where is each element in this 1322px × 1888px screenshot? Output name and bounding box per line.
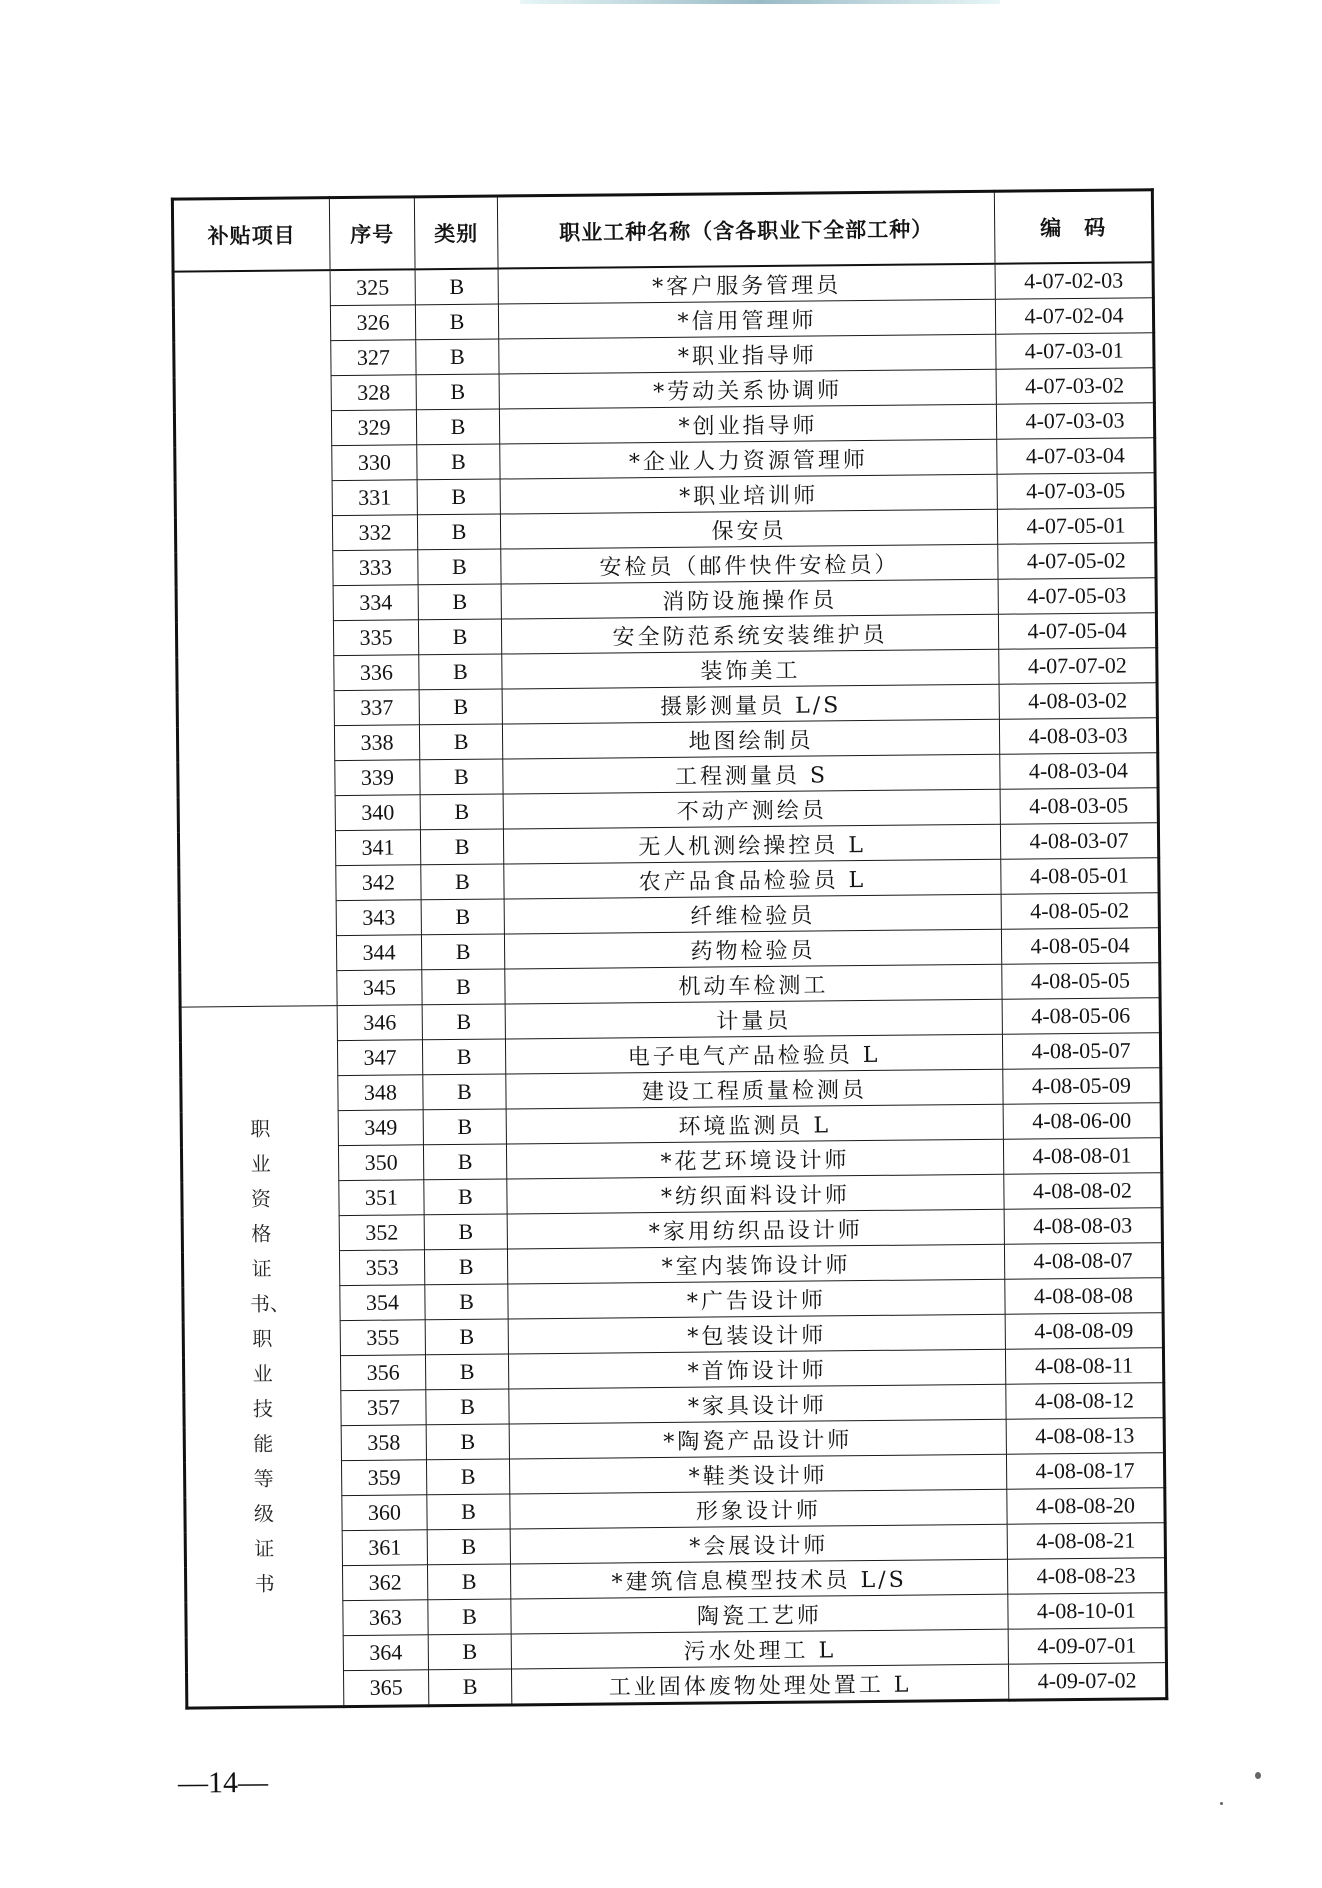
code-cell: 4-08-05-09 xyxy=(1003,1068,1161,1105)
code-cell: 4-08-08-12 xyxy=(1006,1383,1164,1420)
seq-cell: 344 xyxy=(336,935,421,971)
occupation-name-cell: *创业指导师 xyxy=(499,404,996,444)
occupation-name-cell: 工程测量员 S xyxy=(503,754,1000,794)
category-cell: B xyxy=(424,1214,507,1250)
occupation-name-cell: 摄影测量员 L/S xyxy=(502,684,999,724)
occupation-name-cell: *劳动关系协调师 xyxy=(499,369,996,409)
category-cell: B xyxy=(421,864,504,900)
code-cell: 4-08-05-06 xyxy=(1002,998,1160,1035)
seq-cell: 325 xyxy=(330,269,415,305)
code-cell: 4-08-08-17 xyxy=(1006,1453,1164,1490)
category-cell: B xyxy=(428,1669,511,1706)
code-cell: 4-08-08-07 xyxy=(1004,1243,1162,1280)
seq-cell: 352 xyxy=(339,1215,424,1251)
category-cell: B xyxy=(420,794,503,830)
code-cell: 4-08-03-05 xyxy=(1000,788,1158,825)
occupation-name-cell: *建筑信息模型技术员 L/S xyxy=(510,1559,1007,1599)
category-cell: B xyxy=(425,1284,508,1320)
occupation-name-cell: *企业人力资源管理师 xyxy=(500,439,997,479)
category-cell: B xyxy=(423,1144,506,1180)
code-cell: 4-07-05-02 xyxy=(998,543,1156,580)
seq-cell: 341 xyxy=(335,830,420,866)
occupation-name-cell: *家用纺织品设计师 xyxy=(507,1209,1004,1249)
category-cell: B xyxy=(426,1459,509,1495)
seq-cell: 329 xyxy=(331,410,416,446)
category-cell: B xyxy=(419,654,502,690)
occupation-name-cell: *信用管理师 xyxy=(498,299,995,339)
occupation-name-cell: 纤维检验员 xyxy=(504,894,1001,934)
category-cell: B xyxy=(416,374,499,410)
category-cell: B xyxy=(415,269,498,305)
seq-cell: 330 xyxy=(332,445,417,481)
seq-cell: 346 xyxy=(337,1005,422,1041)
category-cell: B xyxy=(417,444,500,480)
category-cell: B xyxy=(428,1599,511,1635)
seq-cell: 350 xyxy=(338,1145,423,1181)
occupation-name-cell: *室内装饰设计师 xyxy=(507,1244,1004,1284)
subsidy-group-cell xyxy=(173,270,337,1007)
occupation-name-cell: *首饰设计师 xyxy=(508,1349,1005,1389)
header-subsidy-item: 补贴项目 xyxy=(172,198,330,272)
category-cell: B xyxy=(428,1634,511,1670)
category-cell: B xyxy=(415,304,498,340)
occupation-name-cell: 计量员 xyxy=(505,999,1002,1039)
category-cell: B xyxy=(419,689,502,725)
seq-cell: 342 xyxy=(336,865,421,901)
seq-cell: 332 xyxy=(332,515,417,551)
occupation-table xyxy=(171,188,1168,1709)
seq-cell: 348 xyxy=(338,1075,423,1111)
code-cell: 4-08-08-03 xyxy=(1004,1208,1162,1245)
code-cell: 4-07-03-01 xyxy=(996,333,1154,370)
code-cell: 4-07-03-03 xyxy=(996,403,1154,440)
code-cell: 4-07-02-03 xyxy=(995,262,1153,299)
occupation-name-cell: *客户服务管理员 xyxy=(498,264,995,304)
code-cell: 4-08-03-02 xyxy=(999,683,1157,720)
category-cell: B xyxy=(422,969,505,1005)
seq-cell: 360 xyxy=(342,1495,427,1531)
page-number: —14— xyxy=(178,1766,268,1801)
occupation-name-cell: 无人机测绘操控员 L xyxy=(503,824,1000,864)
category-cell: B xyxy=(421,899,504,935)
occupation-name-cell: *鞋类设计师 xyxy=(509,1454,1006,1494)
seq-cell: 339 xyxy=(335,760,420,796)
code-cell: 4-08-05-02 xyxy=(1001,893,1159,930)
occupation-name-cell: *陶瓷产品设计师 xyxy=(509,1419,1006,1459)
code-cell: 4-08-05-05 xyxy=(1002,963,1160,1000)
seq-cell: 356 xyxy=(340,1355,425,1391)
occupation-name-cell: *花艺环境设计师 xyxy=(506,1139,1003,1179)
occupation-name-cell: 环境监测员 L xyxy=(506,1104,1003,1144)
table-header-row xyxy=(172,190,1153,272)
seq-cell: 354 xyxy=(340,1285,425,1321)
category-cell: B xyxy=(416,409,499,445)
category-cell: B xyxy=(424,1179,507,1215)
category-cell: B xyxy=(418,584,501,620)
category-cell: B xyxy=(425,1319,508,1355)
category-cell: B xyxy=(427,1529,510,1565)
category-cell: B xyxy=(422,1039,505,1075)
code-cell: 4-09-07-01 xyxy=(1008,1628,1166,1665)
seq-cell: 363 xyxy=(343,1600,428,1636)
subsidy-group-cell xyxy=(180,1006,344,1708)
category-cell: B xyxy=(426,1389,509,1425)
occupation-name-cell: *纺织面料设计师 xyxy=(507,1174,1004,1214)
occupation-name-cell: *包装设计师 xyxy=(508,1314,1005,1354)
seq-cell: 338 xyxy=(334,725,419,761)
code-cell: 4-08-10-01 xyxy=(1008,1593,1166,1630)
category-cell: B xyxy=(425,1354,508,1390)
code-cell: 4-07-05-01 xyxy=(997,508,1155,545)
seq-cell: 355 xyxy=(340,1320,425,1356)
category-cell: B xyxy=(418,619,501,655)
header-seq: 序号 xyxy=(329,197,415,270)
code-cell: 4-08-08-01 xyxy=(1003,1138,1161,1175)
seq-cell: 365 xyxy=(343,1670,428,1707)
code-cell: 4-07-02-04 xyxy=(995,298,1153,335)
occupation-name-cell: 形象设计师 xyxy=(510,1489,1007,1529)
code-cell: 4-08-03-07 xyxy=(1000,823,1158,860)
seq-cell: 361 xyxy=(342,1530,427,1566)
category-cell: B xyxy=(418,549,501,585)
code-cell: 4-09-07-02 xyxy=(1008,1663,1166,1701)
occupation-name-cell: 污水处理工 L xyxy=(511,1629,1008,1669)
seq-cell: 326 xyxy=(330,305,415,341)
seq-cell: 364 xyxy=(343,1635,428,1671)
scan-speck xyxy=(1255,1772,1261,1779)
category-cell: B xyxy=(419,724,502,760)
code-cell: 4-08-06-00 xyxy=(1003,1103,1161,1140)
category-cell: B xyxy=(426,1424,509,1460)
category-cell: B xyxy=(427,1494,510,1530)
category-cell: B xyxy=(423,1074,506,1110)
code-cell: 4-07-07-02 xyxy=(999,648,1157,685)
seq-cell: 327 xyxy=(331,340,416,376)
seq-cell: 345 xyxy=(337,970,422,1006)
occupation-name-cell: *职业指导师 xyxy=(499,334,996,374)
header-occupation-name: 职业工种名称（含各职业下全部工种） xyxy=(497,191,995,268)
seq-cell: 358 xyxy=(341,1425,426,1461)
category-cell: B xyxy=(424,1249,507,1285)
seq-cell: 362 xyxy=(342,1565,427,1601)
code-cell: 4-08-08-20 xyxy=(1007,1488,1165,1525)
category-cell: B xyxy=(417,514,500,550)
header-category: 类别 xyxy=(414,196,498,269)
occupation-name-cell: *职业培训师 xyxy=(500,474,997,514)
seq-cell: 353 xyxy=(339,1250,424,1286)
code-cell: 4-08-08-11 xyxy=(1005,1348,1163,1385)
code-cell: 4-07-03-02 xyxy=(996,368,1154,405)
table-body xyxy=(173,262,1167,1708)
seq-cell: 328 xyxy=(331,375,416,411)
occupation-name-cell: 装饰美工 xyxy=(502,649,999,689)
occupation-name-cell: 消防设施操作员 xyxy=(501,579,998,619)
category-cell: B xyxy=(421,934,504,970)
occupation-name-cell: 安检员（邮件快件安检员） xyxy=(501,544,998,584)
code-cell: 4-08-03-03 xyxy=(999,718,1157,755)
scan-speck xyxy=(1220,1802,1223,1805)
occupation-name-cell: 不动产测绘员 xyxy=(503,789,1000,829)
seq-cell: 347 xyxy=(337,1040,422,1076)
code-cell: 4-08-08-21 xyxy=(1007,1523,1165,1560)
occupation-name-cell: 机动车检测工 xyxy=(505,964,1002,1004)
code-cell: 4-08-08-23 xyxy=(1007,1558,1165,1595)
seq-cell: 340 xyxy=(335,795,420,831)
seq-cell: 333 xyxy=(333,550,418,586)
occupation-name-cell: 安全防范系统安装维护员 xyxy=(501,614,998,654)
seq-cell: 349 xyxy=(338,1110,423,1146)
code-cell: 4-08-08-08 xyxy=(1005,1278,1163,1315)
category-cell: B xyxy=(420,829,503,865)
code-cell: 4-08-05-07 xyxy=(1002,1033,1160,1070)
occupation-name-cell: 农产品食品检验员 L xyxy=(504,859,1001,899)
occupation-name-cell: 建设工程质量检测员 xyxy=(506,1069,1003,1109)
occupation-name-cell: *家具设计师 xyxy=(509,1384,1006,1424)
occupation-name-cell: 地图绘制员 xyxy=(502,719,999,759)
code-cell: 4-08-03-04 xyxy=(1000,753,1158,790)
code-cell: 4-08-05-01 xyxy=(1001,858,1159,895)
category-cell: B xyxy=(423,1109,506,1145)
code-cell: 4-08-05-04 xyxy=(1001,928,1159,965)
seq-cell: 331 xyxy=(332,480,417,516)
code-cell: 4-08-08-09 xyxy=(1005,1313,1163,1350)
code-cell: 4-07-05-04 xyxy=(998,613,1156,650)
seq-cell: 351 xyxy=(339,1180,424,1216)
seq-cell: 357 xyxy=(341,1390,426,1426)
code-cell: 4-07-05-03 xyxy=(998,578,1156,615)
category-cell: B xyxy=(416,339,499,375)
category-cell: B xyxy=(420,759,503,795)
subsidy-group-label: 职业资格证书、职业技能等级证书 xyxy=(248,1111,277,1601)
occupation-name-cell: 陶瓷工艺师 xyxy=(511,1594,1008,1634)
occupation-name-cell: 电子电气产品检验员 L xyxy=(505,1034,1002,1074)
seq-cell: 335 xyxy=(333,620,418,656)
code-cell: 4-07-03-05 xyxy=(997,473,1155,510)
seq-cell: 343 xyxy=(336,900,421,936)
occupation-name-cell: *会展设计师 xyxy=(510,1524,1007,1564)
seq-cell: 334 xyxy=(333,585,418,621)
seq-cell: 336 xyxy=(334,655,419,691)
code-cell: 4-07-03-04 xyxy=(997,438,1155,475)
occupation-name-cell: 保安员 xyxy=(500,509,997,549)
seq-cell: 337 xyxy=(334,690,419,726)
category-cell: B xyxy=(427,1564,510,1600)
occupation-name-cell: *广告设计师 xyxy=(508,1279,1005,1319)
category-cell: B xyxy=(417,479,500,515)
code-cell: 4-08-08-13 xyxy=(1006,1418,1164,1455)
occupation-name-cell: 药物检验员 xyxy=(504,929,1001,969)
header-code: 编 码 xyxy=(994,190,1153,264)
seq-cell: 359 xyxy=(341,1460,426,1496)
code-cell: 4-08-08-02 xyxy=(1004,1173,1162,1210)
occupation-name-cell: 工业固体废物处理处置工 L xyxy=(511,1664,1008,1705)
category-cell: B xyxy=(422,1004,505,1040)
